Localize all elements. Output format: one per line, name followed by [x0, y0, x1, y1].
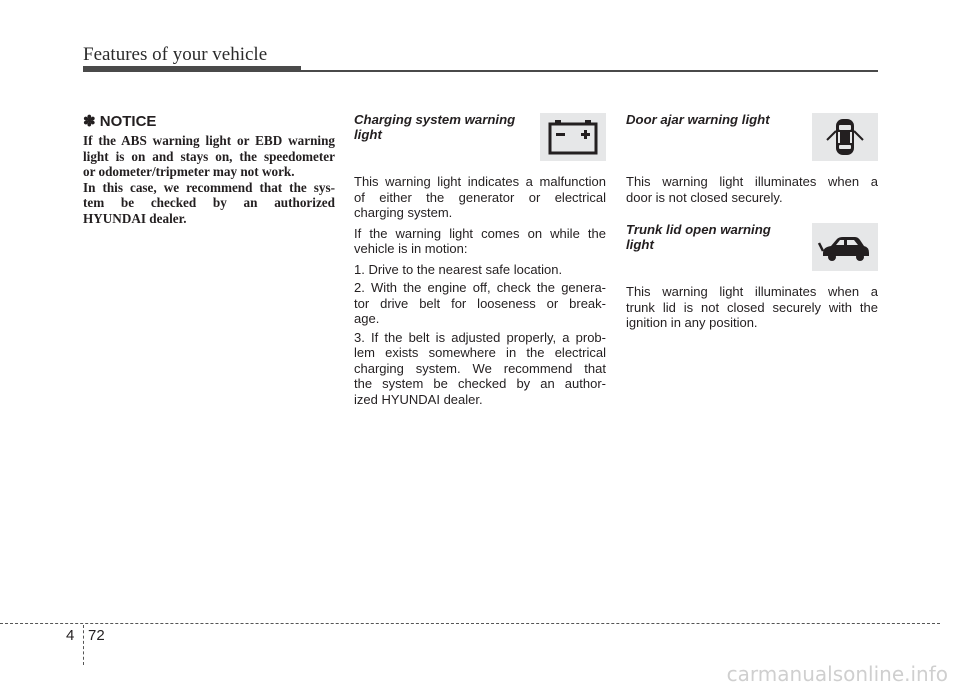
notice-column: [83, 112, 335, 227]
door-section-head: [626, 112, 878, 162]
text-line: door is not closed securely.: [626, 189, 783, 205]
text-line: ized HYUNDAI dealer.: [354, 391, 483, 407]
text-line: 3. If the belt is adjusted properly, a prob-: [354, 329, 606, 345]
text-line: 2. With the engine off, check the genera-: [354, 280, 606, 295]
charging-condition: [354, 226, 606, 257]
text-line: This warning light illuminates when a: [626, 174, 878, 189]
text-line: trunk lid is not closed securely with the: [626, 299, 878, 315]
notice-line: tem be checked by an authorized: [83, 195, 335, 211]
text-line: 1. Drive to the nearest safe location.: [354, 261, 563, 277]
text-line: vehicle is in motion:: [354, 241, 468, 256]
footer-rule: [0, 623, 940, 624]
trunk-open-icon-box: [812, 223, 878, 271]
text-line: This warning light indicates a malfunction: [354, 174, 606, 189]
trunk-description: [626, 284, 878, 331]
footer-divider: [83, 625, 84, 665]
door-description: [626, 174, 878, 205]
charging-title: Charging system warning light: [354, 112, 516, 142]
page-header-title: Features of your vehicle: [83, 44, 268, 65]
charging-steps: [354, 262, 606, 408]
section-gap: [626, 210, 878, 222]
charging-column: [354, 112, 606, 410]
door-ajar-icon-box: [812, 113, 878, 161]
door-ajar-icon: [822, 115, 868, 159]
door-trunk-column: [626, 112, 878, 336]
notice-line: or odometer/tripmeter may not work.: [83, 164, 295, 180]
notice-line: If the ABS warning light or EBD warning: [83, 133, 335, 148]
charging-description: [354, 174, 606, 221]
battery-icon: [547, 119, 599, 155]
notice-body: [83, 133, 335, 227]
notice-line: In this case, we recommend that the sys-: [83, 179, 335, 195]
text-line: This warning light illuminates when a: [626, 284, 878, 299]
text-line: ignition in any position.: [626, 315, 758, 330]
list-item: [354, 262, 606, 278]
header-rule: [83, 70, 878, 72]
chapter-number: 4: [66, 627, 75, 644]
text-line: age.: [354, 311, 380, 326]
text-line: of either the generator or electrical: [354, 189, 606, 205]
trunk-section-head: [626, 222, 878, 272]
notice-symbol-icon: ✽: [83, 113, 96, 130]
trunk-open-icon: [817, 229, 873, 265]
charging-section-head: [354, 112, 606, 162]
text-line: charging system. We recommend that: [354, 360, 606, 376]
door-title: Door ajar warning light: [626, 112, 770, 127]
notice-line: light is on and stays on, the speedometer: [83, 148, 335, 164]
text-line: If the warning light comes on while the: [354, 225, 606, 241]
text-line: lem exists somewhere in the electrical: [354, 345, 606, 360]
page-number: 72: [88, 627, 105, 644]
battery-icon-box: [540, 113, 606, 161]
list-item: [354, 280, 606, 327]
notice-title: NOTICE: [99, 113, 157, 130]
trunk-title: Trunk lid open warning light: [626, 222, 771, 252]
text-line: charging system.: [354, 205, 453, 220]
text-line: the system be checked by an author-: [354, 376, 606, 391]
watermark: carmanualsonline.info: [726, 662, 948, 686]
list-item: [354, 330, 606, 408]
notice-heading: [83, 112, 335, 130]
text-line: tor drive belt for looseness or break-: [354, 295, 606, 311]
notice-line: HYUNDAI dealer.: [83, 210, 187, 226]
